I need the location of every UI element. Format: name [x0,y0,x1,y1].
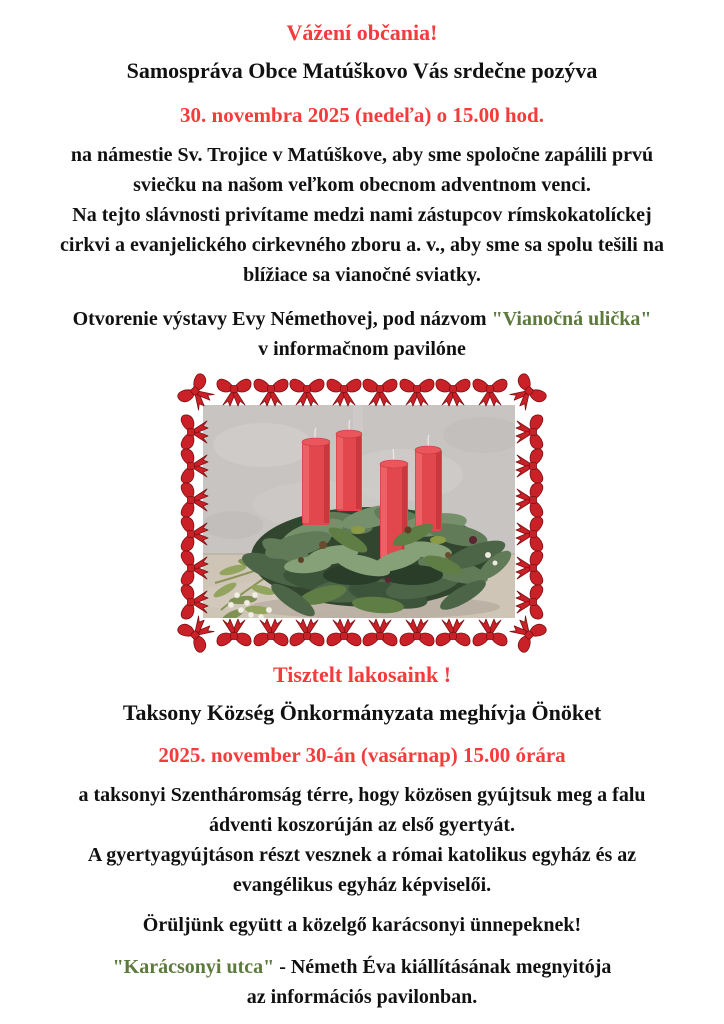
sk-exhibit-line [0,304,724,334]
sk-salutation: Vážení občania! [286,20,438,45]
hu-exhibit-location: az információs pavilonban. [246,986,478,1008]
hu-exhibit-title: "Karácsonyi utca" [112,956,275,978]
bow-border-frame [174,372,550,654]
sk-date-line: 30. novembra 2025 (nedeľa) o 15.00 hod. [180,103,544,127]
candle-4 [415,435,442,531]
hu-closing-line: Örüljünk együtt a közelgő karácsonyi ünnepeknek! [142,914,582,936]
bow-column-right [516,415,543,619]
bow-row-bottom [217,619,507,646]
sk-exhibit-location: v informačnom pavilóne [258,338,466,360]
candle-2 [336,420,362,511]
hu-exhibit-line [0,952,724,982]
hu-salutation: Tisztelt lakosaink ! [272,662,452,687]
sk-body-paragraph [0,140,724,290]
hu-body-paragraph [0,780,724,900]
hu-host-line: Taksony Község Önkormányzata meghívja Önöket [122,700,602,725]
candle-1 [302,428,330,525]
hu-date-line: 2025. november 30-án (vasárnap) 15.00 órára [158,743,566,767]
sk-body-line-2: sviečku na našom veľkom obecnom adventnom venci. [133,174,591,196]
sk-host-line: Samospráva Obce Matúškovo Vás srdečne pozýva [126,58,598,83]
bow-frame-svg [174,372,550,654]
hu-body-line-1: a taksonyi Szentháromság térre, hogy közösen gyújtsuk meg a falu [78,784,646,806]
hu-body-line-4: evangélikus egyház képviselői. [232,874,492,896]
hu-body-line-3: A gyertyagyújtáson részt vesznek a római katolikus egyház és az [87,844,637,866]
sk-exhibit-block [0,304,724,364]
sk-body-line-5: blížiace sa vianočné sviatky. [243,264,481,286]
bow-row-top [217,379,507,406]
hu-exhibit-block [0,952,724,1012]
sk-body-line-1: na námestie Sv. Trojice v Matúškove, aby sme spoločne zapálili prvú [70,144,654,166]
advent-wreath-photo [193,405,523,624]
sk-exhibit-prefix: Otvorenie výstavy Evy Némethovej, pod názvom [72,308,492,330]
sk-body-line-3: Na tejto slávnosti privítame medzi nami zástupcov rímskokatolíckej [72,204,652,226]
sk-exhibit-title: "Vianočná ulička" [491,308,652,330]
hu-exhibit-suffix: - Németh Éva kiállításának megnyitója [274,956,612,978]
sk-body-line-4: cirkvi a evanjelického cirkevného zboru a. v., aby sme sa spolu tešili na [60,234,664,256]
hu-body-line-2: ádventi koszorúján az első gyertyát. [208,814,516,836]
